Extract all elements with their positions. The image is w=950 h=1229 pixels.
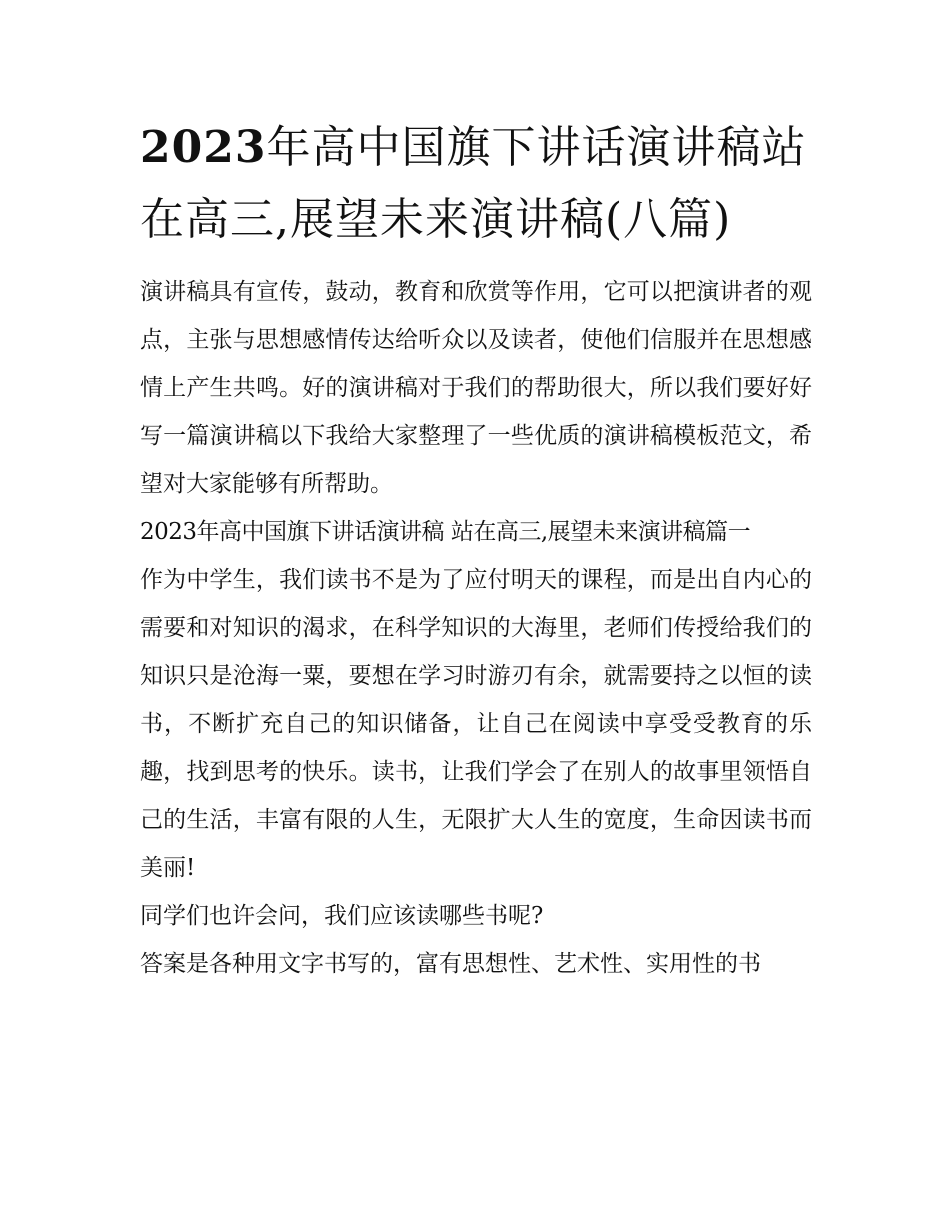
body-paragraph-3: 答案是各种用文字书写的，富有思想性、艺术性、实用性的书	[140, 951, 761, 977]
intro-paragraph: 演讲稿具有宣传，鼓动，教育和欣赏等作用，它可以把演讲者的观点，主张与思想感情传达给听众以及读者，使他们信服并在思想感情上产生共鸣。好的演讲稿对于我们的帮助很大，所以我们要好好写一篇演讲稿以下我给大家整理了一些优质的演讲稿模板范文，希望对大家能够有所帮助。	[140, 279, 812, 497]
body-paragraph-2: 同学们也许会问，我们应该读哪些书呢?	[140, 903, 544, 929]
title-text: 年高中国旗下讲话演讲稿站在高三,展望未来演讲稿(八篇)	[140, 122, 807, 245]
document-page	[140, 112, 812, 988]
title-year: 2023	[140, 122, 267, 173]
section-heading: 2023年高中国旗下讲话演讲稿 站在高三,展望未来演讲稿篇一	[140, 519, 751, 545]
document-title	[140, 112, 812, 256]
body-paragraph-1: 作为中学生，我们读书不是为了应付明天的课程，而是出自内心的需要和对知识的渴求，在科学知识的大海里，老师们传授给我们的知识只是沧海一粟，要想在学习时游刃有余，就需要持之以恒的读书，不断扩充自己的知识储备，让自己在阅读中享受受教育的乐趣，找到思考的快乐。读书，让我们学会了在别人的故事里领悟自己的生活，丰富有限的人生，无限扩大人生的宽度，生命因读书而美丽!	[140, 567, 812, 881]
